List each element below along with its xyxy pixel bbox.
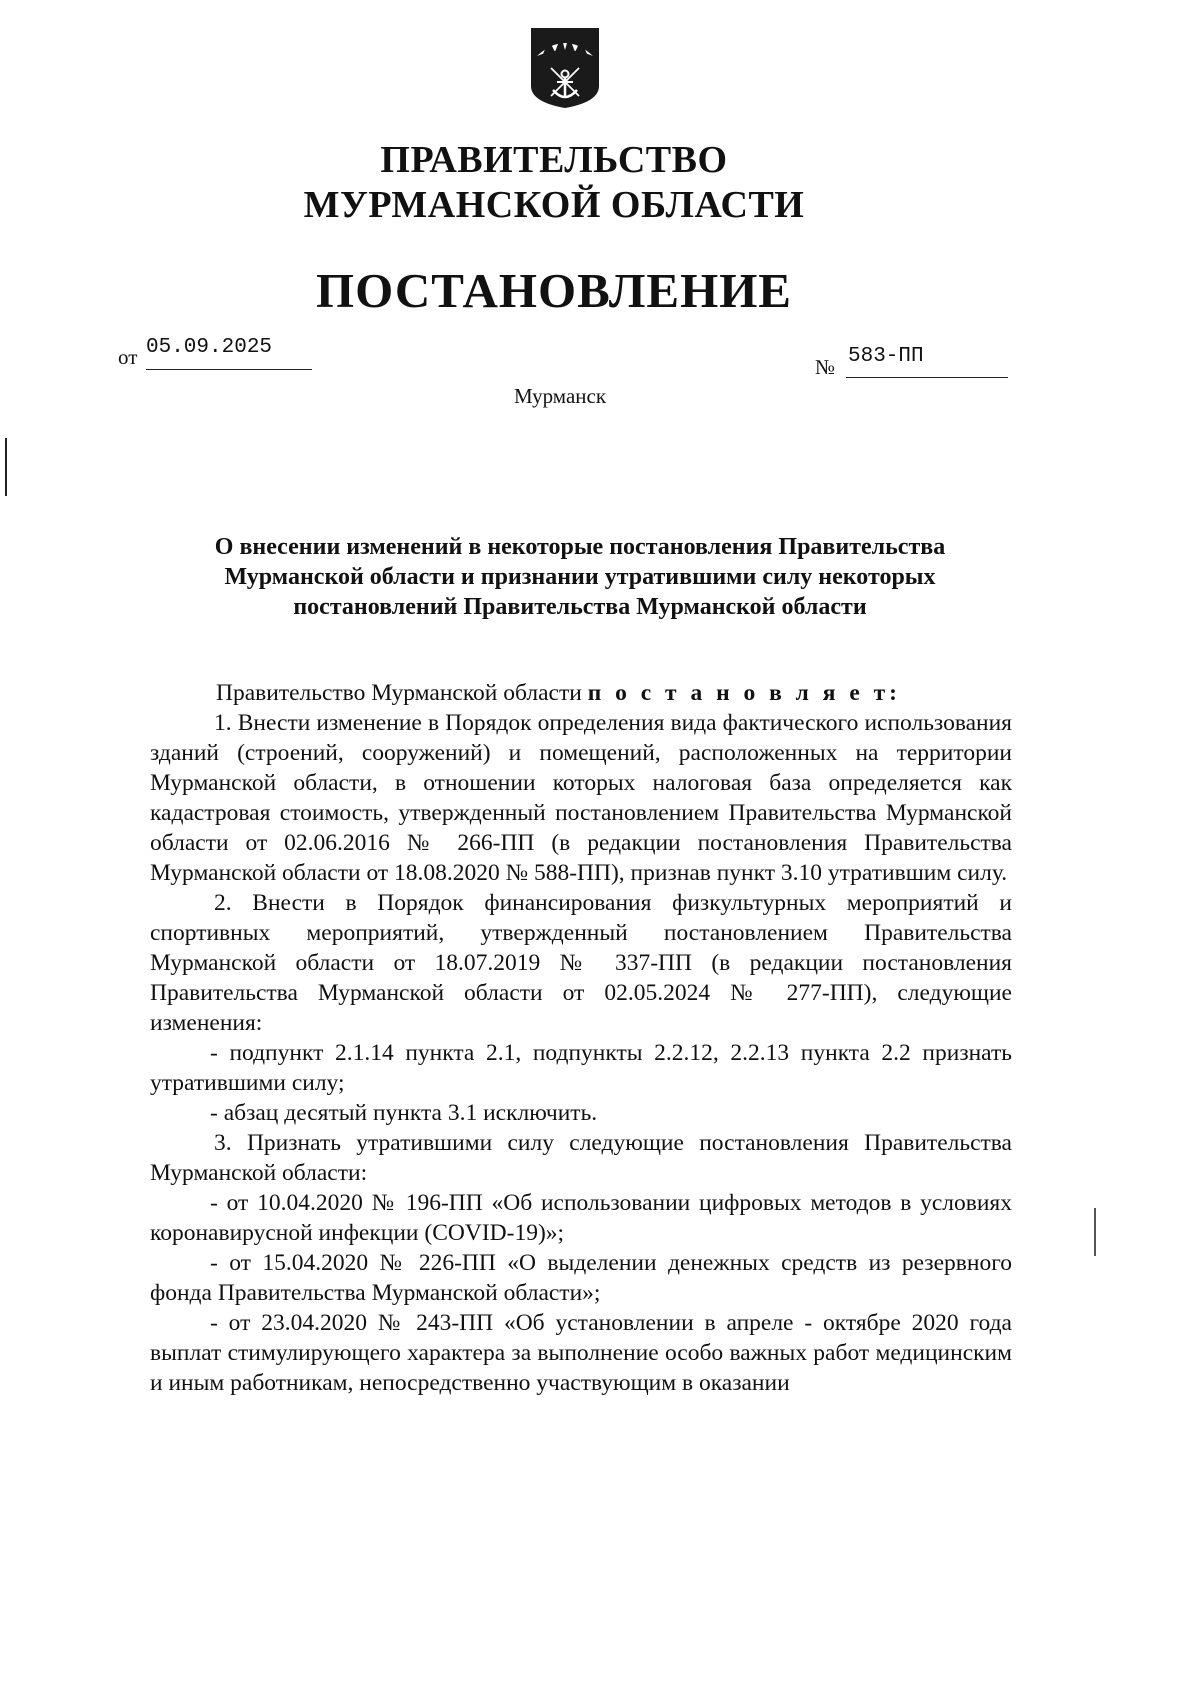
title-line: постановлений Правительства Мурманской области xyxy=(293,594,867,620)
document-number: 583-ПП xyxy=(848,345,924,368)
document-body xyxy=(150,678,1012,1398)
city: Мурманск xyxy=(513,384,607,408)
paragraph-2-item-1: - подпункт 2.1.14 пункта 2.1, подпункты 2.2.12, 2.2.13 пункта 2.2 признать утратившими силу; xyxy=(150,1040,1012,1096)
margin-scan-mark xyxy=(5,438,7,496)
paragraph-2-item-2: - абзац десятый пункта 3.1 исключить. xyxy=(210,1100,598,1126)
title-line: Мурманской области и признании утратившими силу некоторых xyxy=(224,564,936,590)
document-type: ПОСТАНОВЛЕНИЕ xyxy=(316,263,792,318)
margin-scan-mark xyxy=(1094,1208,1096,1256)
date-underline xyxy=(146,369,312,370)
document-title xyxy=(150,532,1010,622)
intro-paragraph xyxy=(150,678,1012,708)
org-name-line1: ПРАВИТЕЛЬСТВО xyxy=(380,139,728,181)
intro-text: Правительство Мурманской области xyxy=(216,680,588,706)
title-line: О внесении изменений в некоторые постановления Правительства xyxy=(214,534,946,560)
paragraph-3-item-1: - от 10.04.2020 № 196-ПП «Об использовании цифровых методов в условиях коронавирусной инфекции (COVID-19)»; xyxy=(150,1190,1012,1246)
coat-of-arms-icon xyxy=(529,26,601,110)
org-name-line2: МУРМАНСКОЙ ОБЛАСТИ xyxy=(303,184,805,226)
number-underline xyxy=(846,377,1008,378)
paragraph-3: 3. Признать утратившими силу следующие постановления Правительства Мурманской области: xyxy=(150,1130,1012,1186)
number-prefix: № xyxy=(815,355,836,379)
paragraph-3-item-3: - от 23.04.2020 № 243-ПП «Об установлении в апреле - октябре 2020 года выплат стимулирующего характера за выполнение особо важных работ медицинским и иным работникам, непосредственно участвующим в оказании xyxy=(150,1310,1012,1396)
date-prefix: от xyxy=(118,345,138,369)
paragraph-2: 2. Внести в Порядок финансирования физкультурных мероприятий и спортивных мероприятий, утвержденный постановлением Правительства Мурманской области от 18.07.2019 № 337-ПП (в редакции постановления Правительства Мурманской области от 02.05.2024 № 277-ПП), следующие изменения: xyxy=(150,890,1012,1036)
document-date: 05.09.2025 xyxy=(146,336,273,359)
paragraph-1: 1. Внести изменение в Порядок определения вида фактического использования зданий (строений, сооружений) и помещений, расположенных на территории Мурманской области, в отношении которых налоговая база определяется как кадастровая стоимость, утвержденный постановлением Правительства Мурманской области от 02.06.2016 № 266-ПП (в редакции постановления Правительства Мурманской области от 18.08.2020 № 588-ПП), признав пункт 3.10 утратившим силу. xyxy=(150,710,1012,886)
paragraph-3-item-2: - от 15.04.2020 № 226-ПП «О выделении денежных средств из резервного фонда Правительства Мурманской области»; xyxy=(150,1250,1012,1306)
intro-emphasis: п о с т а н о в л я е т: xyxy=(587,680,902,706)
